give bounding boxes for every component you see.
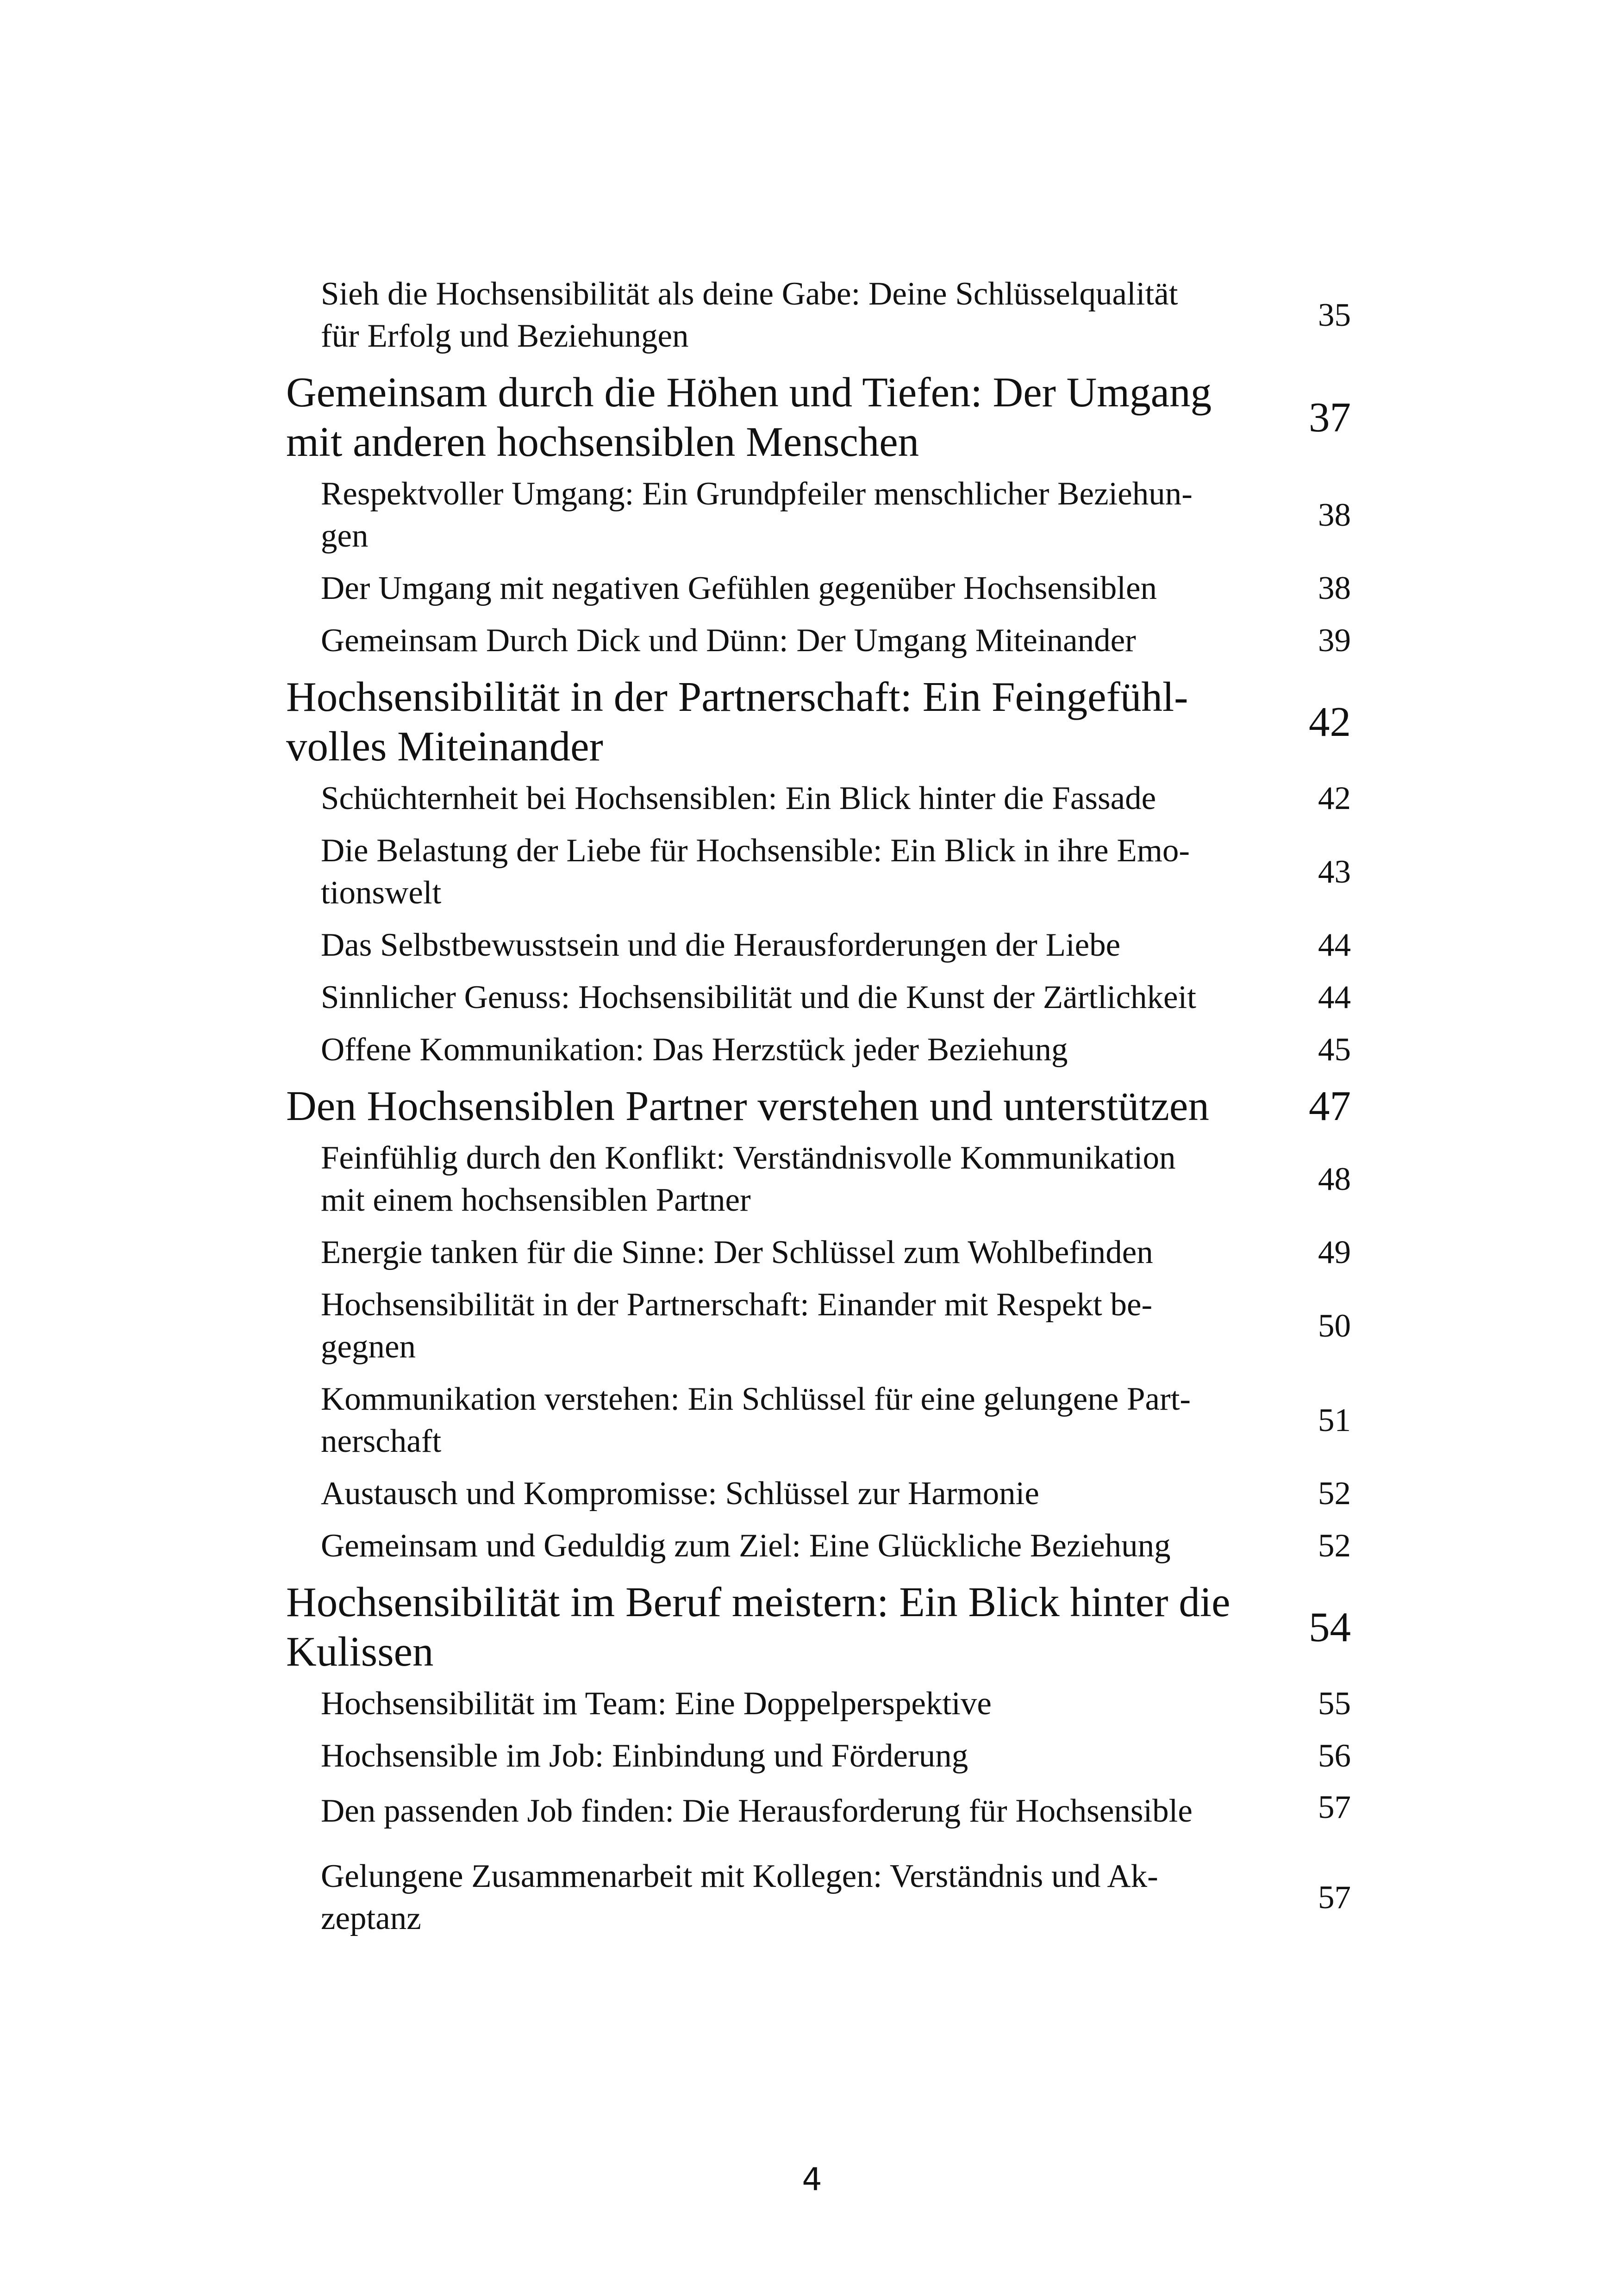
- toc-entry[interactable]: [286, 1284, 1351, 1368]
- toc-entry-title: Hochsensibilität in der Partnerschaft: Einander mit Respekt be- gegnen: [321, 1287, 1153, 1365]
- toc-entry-title: Hochsensibilität im Team: Eine Doppelperspektive: [321, 1686, 992, 1722]
- toc-entry-title: Feinfühlig durch den Konflikt: Verständnisvolle Kommunikation mit einem hochsensiblen Partner: [321, 1140, 1176, 1218]
- toc-chapter-page: 42: [1309, 698, 1351, 745]
- toc-entry-page: 52: [1318, 1528, 1351, 1564]
- toc-entry-title: Offene Kommunikation: Das Herzstück jeder Beziehung: [321, 1032, 1068, 1068]
- toc-chapter[interactable]: [286, 672, 1351, 771]
- toc-entry-title: Kommunikation verstehen: Ein Schlüssel für eine gelungene Part- nerschaft: [321, 1381, 1191, 1459]
- toc-entry[interactable]: [286, 1735, 1351, 1777]
- toc-entry[interactable]: [286, 1525, 1351, 1567]
- toc-chapter[interactable]: [286, 1081, 1351, 1131]
- toc-chapter-page: 47: [1309, 1083, 1351, 1129]
- toc-entry-title: Energie tanken für die Sinne: Der Schlüssel zum Wohlbefinden: [321, 1234, 1153, 1270]
- toc-entry[interactable]: [286, 1378, 1351, 1462]
- toc-entry-title: Das Selbstbewusstsein und die Herausforderungen der Liebe: [321, 927, 1121, 963]
- toc-entry[interactable]: [286, 620, 1351, 662]
- toc-entry-title: Die Belastung der Liebe für Hochsensible: Ein Blick in ihre Emo- tionswelt: [321, 833, 1190, 911]
- toc-entry-page: 42: [1318, 780, 1351, 816]
- toc-entry-title: Der Umgang mit negativen Gefühlen gegenüber Hochsensiblen: [321, 570, 1157, 606]
- toc-entry-page: 52: [1318, 1475, 1351, 1512]
- toc-entry[interactable]: [286, 977, 1351, 1019]
- toc-entry-page: 43: [1318, 853, 1351, 890]
- toc-entry[interactable]: [286, 567, 1351, 610]
- toc-entry-page: 57: [1318, 1789, 1351, 1825]
- toc-entry-title: Schüchternheit bei Hochsensiblen: Ein Blick hinter die Fassade: [321, 780, 1156, 816]
- toc-chapter-title: Gemeinsam durch die Höhen und Tiefen: Der Umgang mit anderen hochsensiblen Menschen: [286, 369, 1212, 465]
- toc-entry-page: 56: [1318, 1738, 1351, 1774]
- toc-entry[interactable]: [286, 1473, 1351, 1515]
- toc-entry-title: Gemeinsam und Geduldig zum Ziel: Eine Glückliche Beziehung: [321, 1528, 1171, 1564]
- toc-chapter-page: 54: [1309, 1603, 1351, 1650]
- toc-entry-title: Gelungene Zusammenarbeit mit Kollegen: Verständnis und Ak- zeptanz: [321, 1858, 1158, 1936]
- toc-entry-title: Den passenden Job finden: Die Herausforderung für Hochsensible: [321, 1793, 1193, 1829]
- toc-entry-page: 51: [1318, 1402, 1351, 1438]
- toc-entry[interactable]: [286, 1855, 1351, 1940]
- toc-entry-title: Sinnlicher Genuss: Hochsensibilität und die Kunst der Zärtlichkeit: [321, 979, 1196, 1015]
- toc-entry[interactable]: [286, 1232, 1351, 1274]
- toc-chapter-title: Hochsensibilität im Beruf meistern: Ein Blick hinter die Kulissen: [286, 1579, 1230, 1675]
- toc-entry-title: Gemeinsam Durch Dick und Dünn: Der Umgang Miteinander: [321, 622, 1136, 659]
- toc-entry-page: 39: [1318, 622, 1351, 659]
- toc-entry-page: 35: [1318, 297, 1351, 333]
- page-number: 4: [802, 2161, 822, 2198]
- toc-entry-page: 49: [1318, 1234, 1351, 1270]
- toc-entry-title: Hochsensible im Job: Einbindung und Förderung: [321, 1738, 968, 1774]
- toc-chapter[interactable]: [286, 367, 1351, 467]
- toc-entry[interactable]: [286, 1683, 1351, 1725]
- toc-chapter-title: Hochsensibilität in der Partnerschaft: Ein Feingefühl- volles Miteinander: [286, 673, 1188, 770]
- toc-entry[interactable]: [286, 830, 1351, 914]
- toc-entry-page: 50: [1318, 1307, 1351, 1344]
- toc-entry[interactable]: [286, 473, 1351, 557]
- toc-entry-page: 45: [1318, 1032, 1351, 1068]
- toc-entry-page: 38: [1318, 497, 1351, 533]
- toc-entry-title: Sieh die Hochsensibilität als deine Gabe: Deine Schlüsselqualität für Erfolg und Beziehungen: [321, 276, 1178, 354]
- toc-entry[interactable]: [286, 924, 1351, 966]
- toc-entry-page: 57: [1318, 1879, 1351, 1916]
- toc-entry-page: 48: [1318, 1161, 1351, 1197]
- toc-entry[interactable]: [286, 1790, 1351, 1832]
- toc-entry-title: Austausch und Kompromisse: Schlüssel zur Harmonie: [321, 1475, 1039, 1512]
- toc-entry[interactable]: [286, 1029, 1351, 1071]
- toc-chapter-title: Den Hochsensiblen Partner verstehen und unterstützen: [286, 1083, 1209, 1129]
- toc-chapter-page: 37: [1309, 393, 1351, 441]
- toc-entry[interactable]: [286, 778, 1351, 820]
- table-of-contents: [286, 273, 1351, 1950]
- toc-entry-page: 44: [1318, 979, 1351, 1015]
- toc-entry[interactable]: [286, 1137, 1351, 1221]
- toc-entry-page: 38: [1318, 570, 1351, 606]
- toc-chapter[interactable]: [286, 1577, 1351, 1676]
- toc-entry[interactable]: [286, 273, 1351, 357]
- toc-entry-title: Respektvoller Umgang: Ein Grundpfeiler menschlicher Beziehun- gen: [321, 476, 1193, 554]
- toc-entry-page: 44: [1318, 927, 1351, 963]
- toc-entry-page: 55: [1318, 1686, 1351, 1722]
